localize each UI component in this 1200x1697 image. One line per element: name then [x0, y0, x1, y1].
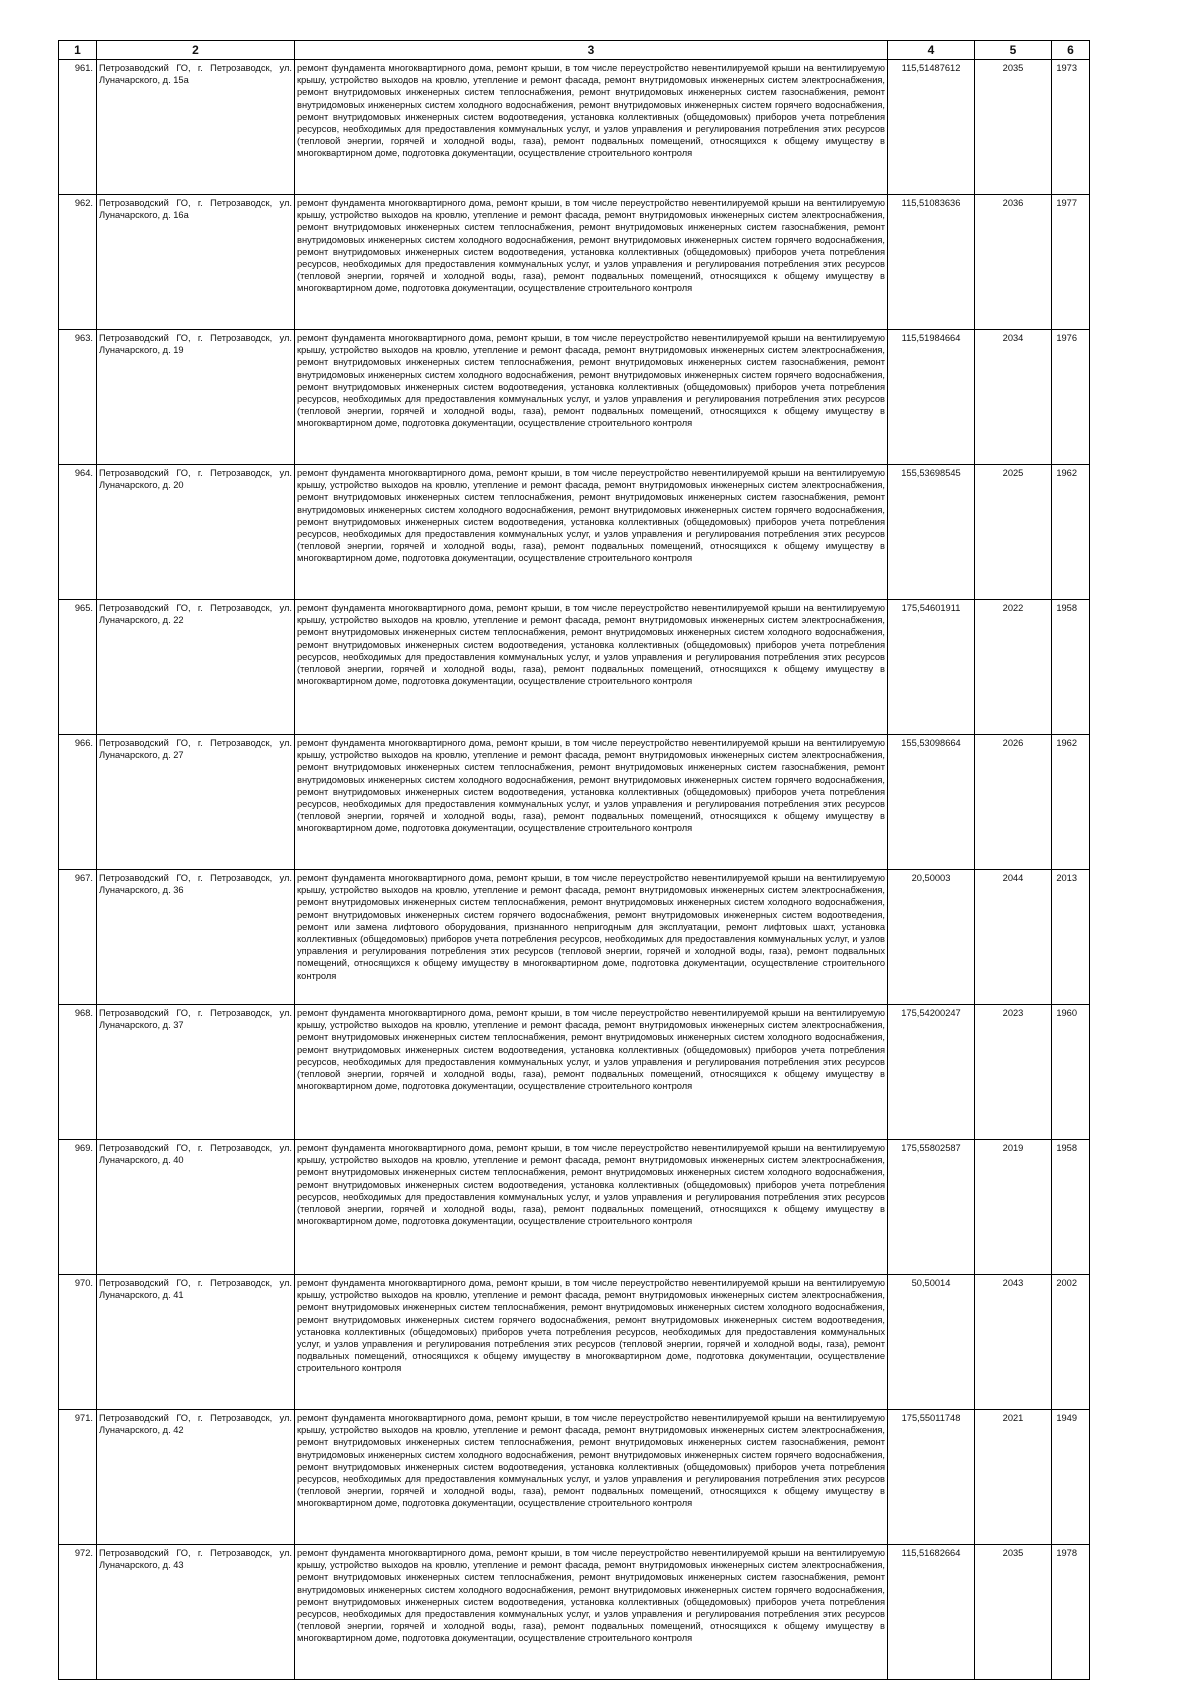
row-number: 965. [59, 600, 97, 735]
works-cell: ремонт фундамента многоквартирного дома, ремонт крыши, в том числе переустройство невентилируемой крыши на вентилируемую крышу, устройство выходов на кровлю, утепление и ремонт фасада, ремонт внутридомовых инженерных систем электроснабжения, ремонт внутридомовых инженерных систем теплоснабжения, ремонт внутридомовых инженерных систем газоснабжения, ремонт внутридомовых инженерных систем холодного водоснабжения, ремонт внутридомовых инженерных систем горячего водоснабжения, ремонт внутридомовых инженерных систем водоотведения, установка коллективных (общедомовых) приборов учета потребления ресурсов, необходимых для предоставления коммунальных услуг, и узлов управления и регулирования потребления этих ресурсов (тепловой энергии, горячей и холодной воды, газа), ремонт подвальных помещений, относящихся к общему имуществу в многоквартирном доме, подготовка документации, осуществление строительного контроля [295, 195, 888, 330]
planned-year-cell: 2026 [975, 735, 1052, 870]
cost-cell: 115,51487612 [888, 60, 975, 195]
works-cell: ремонт фундамента многоквартирного дома, ремонт крыши, в том числе переустройство невентилируемой крыши на вентилируемую крышу, устройство выходов на кровлю, утепление и ремонт фасада, ремонт внутридомовых инженерных систем электроснабжения, ремонт внутридомовых инженерных систем теплоснабжения, ремонт внутридомовых инженерных систем газоснабжения, ремонт внутридомовых инженерных систем холодного водоснабжения, ремонт внутридомовых инженерных систем горячего водоснабжения, ремонт внутридомовых инженерных систем водоотведения, установка коллективных (общедомовых) приборов учета потребления ресурсов, необходимых для предоставления коммунальных услуг, и узлов управления и регулирования потребления этих ресурсов (тепловой энергии, горячей и холодной воды, газа), ремонт подвальных помещений, относящихся к общему имуществу в многоквартирном доме, подготовка документации, осуществление строительного контроля [295, 60, 888, 195]
built-year-cell: 1962 [1052, 465, 1090, 600]
built-year-cell: 1949 [1052, 1410, 1090, 1545]
row-number: 969. [59, 1140, 97, 1275]
planned-year-cell: 2043 [975, 1275, 1052, 1410]
cost-cell: 20,50003 [888, 870, 975, 1005]
address-cell: Петрозаводский ГО, г. Петрозаводск, ул. Луначарского, д. 40 [97, 1140, 295, 1275]
row-number: 970. [59, 1275, 97, 1410]
built-year-cell: 1977 [1052, 195, 1090, 330]
cost-cell: 155,53698545 [888, 465, 975, 600]
table-row [59, 195, 1090, 330]
cost-cell: 115,51083636 [888, 195, 975, 330]
built-year-cell: 1973 [1052, 60, 1090, 195]
planned-year-cell: 2023 [975, 1005, 1052, 1140]
address-cell: Петрозаводский ГО, г. Петрозаводск, ул. Луначарского, д. 16а [97, 195, 295, 330]
built-year-cell: 2013 [1052, 870, 1090, 1005]
works-cell: ремонт фундамента многоквартирного дома, ремонт крыши, в том числе переустройство невентилируемой крыши на вентилируемую крышу, устройство выходов на кровлю, утепление и ремонт фасада, ремонт внутридомовых инженерных систем электроснабжения, ремонт внутридомовых инженерных систем теплоснабжения, ремонт внутридомовых инженерных систем газоснабжения, ремонт внутридомовых инженерных систем холодного водоснабжения, ремонт внутридомовых инженерных систем горячего водоснабжения, ремонт внутридомовых инженерных систем водоотведения, установка коллективных (общедомовых) приборов учета потребления ресурсов, необходимых для предоставления коммунальных услуг, и узлов управления и регулирования потребления этих ресурсов (тепловой энергии, горячей и холодной воды, газа), ремонт подвальных помещений, относящихся к общему имуществу в многоквартирном доме, подготовка документации, осуществление строительного контроля [295, 1545, 888, 1680]
table-row [59, 1005, 1090, 1140]
planned-year-cell: 2035 [975, 60, 1052, 195]
table-row [59, 60, 1090, 195]
header-row [59, 41, 1090, 60]
cost-cell: 115,51984664 [888, 330, 975, 465]
planned-year-cell: 2021 [975, 1410, 1052, 1545]
address-cell: Петрозаводский ГО, г. Петрозаводск, ул. Луначарского, д. 20 [97, 465, 295, 600]
row-number: 964. [59, 465, 97, 600]
cost-cell: 175,55802587 [888, 1140, 975, 1275]
table-row [59, 1545, 1090, 1680]
works-cell: ремонт фундамента многоквартирного дома, ремонт крыши, в том числе переустройство невентилируемой крыши на вентилируемую крышу, устройство выходов на кровлю, утепление и ремонт фасада, ремонт внутридомовых инженерных систем электроснабжения, ремонт внутридомовых инженерных систем теплоснабжения, ремонт внутридомовых инженерных систем газоснабжения, ремонт внутридомовых инженерных систем холодного водоснабжения, ремонт внутридомовых инженерных систем горячего водоснабжения, ремонт внутридомовых инженерных систем водоотведения, установка коллективных (общедомовых) приборов учета потребления ресурсов, необходимых для предоставления коммунальных услуг, и узлов управления и регулирования потребления этих ресурсов (тепловой энергии, горячей и холодной воды, газа), ремонт подвальных помещений, относящихся к общему имуществу в многоквартирном доме, подготовка документации, осуществление строительного контроля [295, 330, 888, 465]
cost-cell: 155,53098664 [888, 735, 975, 870]
column-header: 1 [59, 41, 97, 60]
works-cell: ремонт фундамента многоквартирного дома, ремонт крыши, в том числе переустройство невентилируемой крыши на вентилируемую крышу, устройство выходов на кровлю, утепление и ремонт фасада, ремонт внутридомовых инженерных систем электроснабжения, ремонт внутридомовых инженерных систем теплоснабжения, ремонт внутридомовых инженерных систем газоснабжения, ремонт внутридомовых инженерных систем холодного водоснабжения, ремонт внутридомовых инженерных систем горячего водоснабжения, ремонт внутридомовых инженерных систем водоотведения, установка коллективных (общедомовых) приборов учета потребления ресурсов, необходимых для предоставления коммунальных услуг, и узлов управления и регулирования потребления этих ресурсов (тепловой энергии, горячей и холодной воды, газа), ремонт подвальных помещений, относящихся к общему имуществу в многоквартирном доме, подготовка документации, осуществление строительного контроля [295, 465, 888, 600]
row-number: 967. [59, 870, 97, 1005]
table-row [59, 600, 1090, 735]
built-year-cell: 1978 [1052, 1545, 1090, 1680]
row-number: 971. [59, 1410, 97, 1545]
row-number: 962. [59, 195, 97, 330]
column-header: 6 [1052, 41, 1090, 60]
built-year-cell: 2002 [1052, 1275, 1090, 1410]
built-year-cell: 1976 [1052, 330, 1090, 465]
planned-year-cell: 2019 [975, 1140, 1052, 1275]
built-year-cell: 1958 [1052, 600, 1090, 735]
column-header: 4 [888, 41, 975, 60]
table-row [59, 1140, 1090, 1275]
capital-repair-table [58, 40, 1090, 1680]
planned-year-cell: 2035 [975, 1545, 1052, 1680]
works-cell: ремонт фундамента многоквартирного дома, ремонт крыши, в том числе переустройство невентилируемой крыши на вентилируемую крышу, устройство выходов на кровлю, утепление и ремонт фасада, ремонт внутридомовых инженерных систем электроснабжения, ремонт внутридомовых инженерных систем теплоснабжения, ремонт внутридомовых инженерных систем газоснабжения, ремонт внутридомовых инженерных систем холодного водоснабжения, ремонт внутридомовых инженерных систем горячего водоснабжения, ремонт внутридомовых инженерных систем водоотведения, установка коллективных (общедомовых) приборов учета потребления ресурсов, необходимых для предоставления коммунальных услуг, и узлов управления и регулирования потребления этих ресурсов (тепловой энергии, горячей и холодной воды, газа), ремонт подвальных помещений, относящихся к общему имуществу в многоквартирном доме, подготовка документации, осуществление строительного контроля [295, 735, 888, 870]
address-cell: Петрозаводский ГО, г. Петрозаводск, ул. Луначарского, д. 42 [97, 1410, 295, 1545]
cost-cell: 175,55011748 [888, 1410, 975, 1545]
cost-cell: 50,50014 [888, 1275, 975, 1410]
built-year-cell: 1960 [1052, 1005, 1090, 1140]
address-cell: Петрозаводский ГО, г. Петрозаводск, ул. Луначарского, д. 37 [97, 1005, 295, 1140]
column-header: 2 [97, 41, 295, 60]
address-cell: Петрозаводский ГО, г. Петрозаводск, ул. Луначарского, д. 43 [97, 1545, 295, 1680]
works-cell: ремонт фундамента многоквартирного дома, ремонт крыши, в том числе переустройство невентилируемой крыши на вентилируемую крышу, устройство выходов на кровлю, утепление и ремонт фасада, ремонт внутридомовых инженерных систем электроснабжения, ремонт внутридомовых инженерных систем теплоснабжения, ремонт внутридомовых инженерных систем холодного водоснабжения, ремонт внутридомовых инженерных систем горячего водоснабжения, ремонт внутридомовых инженерных систем водоотведения, ремонт или замена лифтового оборудования, признанного непригодным для эксплуатации, ремонт лифтовых шахт, установка коллективных (общедомовых) приборов учета потребления ресурсов, необходимых для предоставления коммунальных услуг, и узлов управления и регулирования потребления этих ресурсов (тепловой энергии, горячей и холодной воды, газа), ремонт подвальных помещений, относящихся к общему имуществу в многоквартирном доме, подготовка документации, осуществление строительного контроля [295, 870, 888, 1005]
planned-year-cell: 2022 [975, 600, 1052, 735]
cost-cell: 175,54200247 [888, 1005, 975, 1140]
address-cell: Петрозаводский ГО, г. Петрозаводск, ул. Луначарского, д. 36 [97, 870, 295, 1005]
built-year-cell: 1958 [1052, 1140, 1090, 1275]
column-header: 5 [975, 41, 1052, 60]
address-cell: Петрозаводский ГО, г. Петрозаводск, ул. Луначарского, д. 27 [97, 735, 295, 870]
row-number: 963. [59, 330, 97, 465]
planned-year-cell: 2036 [975, 195, 1052, 330]
planned-year-cell: 2025 [975, 465, 1052, 600]
table-row [59, 1275, 1090, 1410]
address-cell: Петрозаводский ГО, г. Петрозаводск, ул. Луначарского, д. 15а [97, 60, 295, 195]
address-cell: Петрозаводский ГО, г. Петрозаводск, ул. Луначарского, д. 19 [97, 330, 295, 465]
works-cell: ремонт фундамента многоквартирного дома, ремонт крыши, в том числе переустройство невентилируемой крыши на вентилируемую крышу, устройство выходов на кровлю, утепление и ремонт фасада, ремонт внутридомовых инженерных систем электроснабжения, ремонт внутридомовых инженерных систем теплоснабжения, ремонт внутридомовых инженерных систем холодного водоснабжения, ремонт внутридомовых инженерных систем водоотведения, установка коллективных (общедомовых) приборов учета потребления ресурсов, необходимых для предоставления коммунальных услуг, и узлов управления и регулирования потребления этих ресурсов (тепловой энергии, горячей и холодной воды, газа), ремонт подвальных помещений, относящихся к общему имуществу в многоквартирном доме, подготовка документации, осуществление строительного контроля [295, 1005, 888, 1140]
planned-year-cell: 2034 [975, 330, 1052, 465]
built-year-cell: 1962 [1052, 735, 1090, 870]
planned-year-cell: 2044 [975, 870, 1052, 1005]
cost-cell: 175,54601911 [888, 600, 975, 735]
works-cell: ремонт фундамента многоквартирного дома, ремонт крыши, в том числе переустройство невентилируемой крыши на вентилируемую крышу, устройство выходов на кровлю, утепление и ремонт фасада, ремонт внутридомовых инженерных систем электроснабжения, ремонт внутридомовых инженерных систем теплоснабжения, ремонт внутридомовых инженерных систем газоснабжения, ремонт внутридомовых инженерных систем холодного водоснабжения, ремонт внутридомовых инженерных систем горячего водоснабжения, ремонт внутридомовых инженерных систем водоотведения, установка коллективных (общедомовых) приборов учета потребления ресурсов, необходимых для предоставления коммунальных услуг, и узлов управления и регулирования потребления этих ресурсов (тепловой энергии, горячей и холодной воды, газа), ремонт подвальных помещений, относящихся к общему имуществу в многоквартирном доме, подготовка документации, осуществление строительного контроля [295, 1410, 888, 1545]
column-header: 3 [295, 41, 888, 60]
table-row [59, 870, 1090, 1005]
works-cell: ремонт фундамента многоквартирного дома, ремонт крыши, в том числе переустройство невентилируемой крыши на вентилируемую крышу, устройство выходов на кровлю, утепление и ремонт фасада, ремонт внутридомовых инженерных систем электроснабжения, ремонт внутридомовых инженерных систем теплоснабжения, ремонт внутридомовых инженерных систем холодного водоснабжения, ремонт внутридомовых инженерных систем водоотведения, установка коллективных (общедомовых) приборов учета потребления ресурсов, необходимых для предоставления коммунальных услуг, и узлов управления и регулирования потребления этих ресурсов (тепловой энергии, горячей и холодной воды, газа), ремонт подвальных помещений, относящихся к общему имуществу в многоквартирном доме, подготовка документации, осуществление строительного контроля [295, 1140, 888, 1275]
cost-cell: 115,51682664 [888, 1545, 975, 1680]
works-cell: ремонт фундамента многоквартирного дома, ремонт крыши, в том числе переустройство невентилируемой крыши на вентилируемую крышу, устройство выходов на кровлю, утепление и ремонт фасада, ремонт внутридомовых инженерных систем электроснабжения, ремонт внутридомовых инженерных систем теплоснабжения, ремонт внутридомовых инженерных систем холодного водоснабжения, ремонт внутридомовых инженерных систем горячего водоснабжения, ремонт внутридомовых инженерных систем водоотведения, установка коллективных (общедомовых) приборов учета потребления ресурсов, необходимых для предоставления коммунальных услуг, и узлов управления и регулирования потребления этих ресурсов (тепловой энергии, горячей и холодной воды, газа), ремонт подвальных помещений, относящихся к общему имуществу в многоквартирном доме, подготовка документации, осуществление строительного контроля [295, 1275, 888, 1410]
address-cell: Петрозаводский ГО, г. Петрозаводск, ул. Луначарского, д. 41 [97, 1275, 295, 1410]
row-number: 968. [59, 1005, 97, 1140]
row-number: 972. [59, 1545, 97, 1680]
table-row [59, 330, 1090, 465]
row-number: 966. [59, 735, 97, 870]
row-number: 961. [59, 60, 97, 195]
table-row [59, 465, 1090, 600]
table-row [59, 1410, 1090, 1545]
address-cell: Петрозаводский ГО, г. Петрозаводск, ул. Луначарского, д. 22 [97, 600, 295, 735]
works-cell: ремонт фундамента многоквартирного дома, ремонт крыши, в том числе переустройство невентилируемой крыши на вентилируемую крышу, устройство выходов на кровлю, утепление и ремонт фасада, ремонт внутридомовых инженерных систем электроснабжения, ремонт внутридомовых инженерных систем теплоснабжения, ремонт внутридомовых инженерных систем холодного водоснабжения, ремонт внутридомовых инженерных систем водоотведения, установка коллективных (общедомовых) приборов учета потребления ресурсов, необходимых для предоставления коммунальных услуг, и узлов управления и регулирования потребления этих ресурсов (тепловой энергии, горячей и холодной воды, газа), ремонт подвальных помещений, относящихся к общему имуществу в многоквартирном доме, подготовка документации, осуществление строительного контроля [295, 600, 888, 735]
table-row [59, 735, 1090, 870]
